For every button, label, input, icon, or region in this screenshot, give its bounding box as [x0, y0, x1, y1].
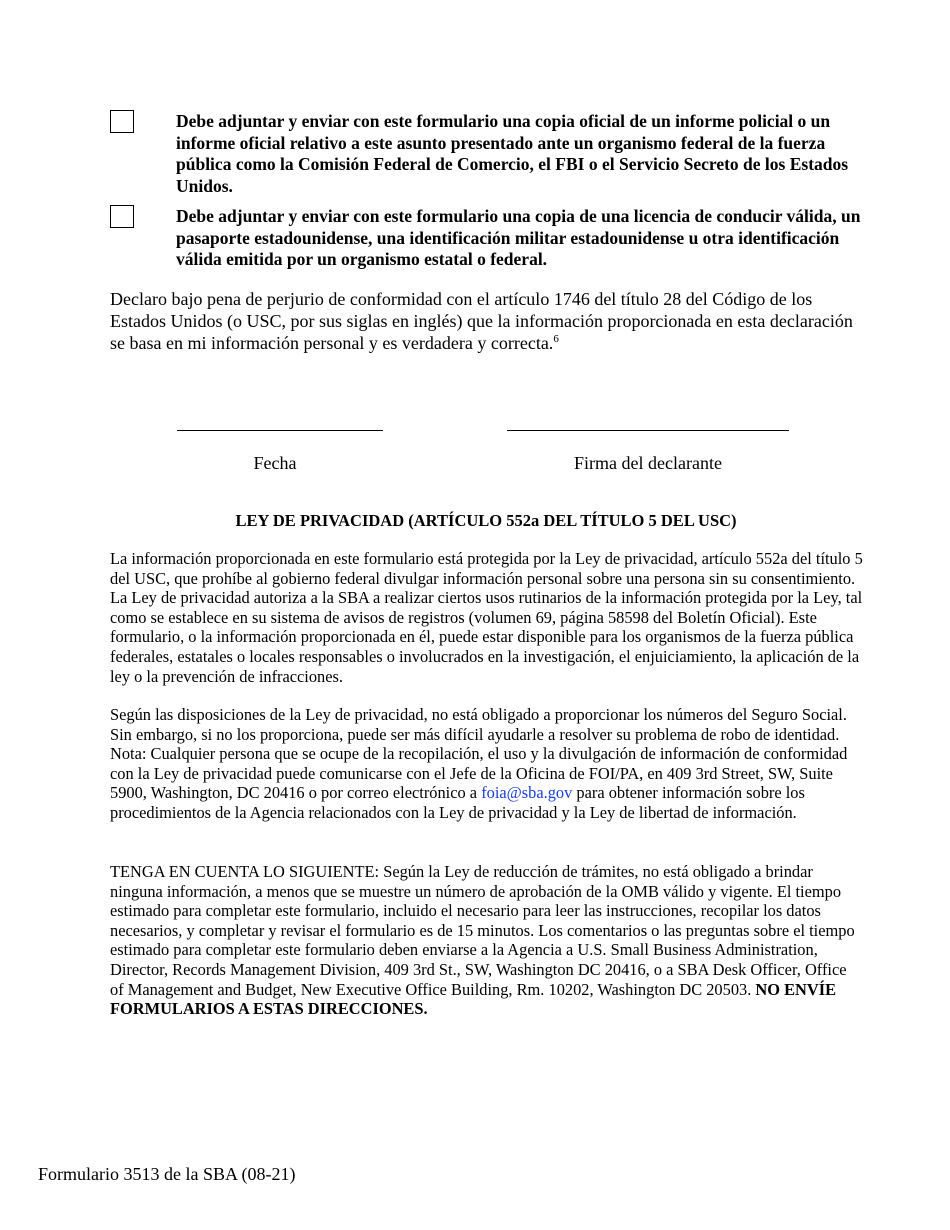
privacy-paragraph-1: La información proporcionada en este formulario está protegida por la Ley de privacidad, artículo 552a del título 5 del USC, que prohíbe al gobierno federal divulgar información personal sobre una persona sin su consentimiento. La Ley de privacidad autoriza a la SBA a realizar ciertos usos rutinarios de la información protegida por la Ley, tal como se establece en su sistema de avisos de registros (volumen 69, página 58598 del Boletín Oficial). Este formulario, o la información proporcionada en él, puede estar disponible para los organismos de la fuerza pública federales, estatales o locales responsables o involucrados en la investigación, el enjuiciamiento, la aplicación de la ley o la prevención de infracciones.	[110, 549, 863, 686]
privacy-paragraph-2	[110, 705, 864, 823]
paperwork-notice-paragraph	[110, 862, 864, 1019]
privacy-act-heading: LEY DE PRIVACIDAD (ARTÍCULO 552a DEL TÍTULO 5 DEL USC)	[235, 511, 737, 530]
signature-field-line[interactable]	[507, 430, 789, 431]
privacy-paragraph-2-after: para obtener información sobre los procedimientos de la Agencia relacionados con la Ley de privacidad y la Ley de libertad de información.	[110, 783, 805, 822]
perjury-declaration	[110, 288, 855, 354]
paperwork-notice-text: TENGA EN CUENTA LO SIGUIENTE: Según la Ley de reducción de trámites, no está obligado a brindar ninguna información, a menos que se muestre un número de aprobación de la OMB válido y vigente. El tiempo estimado para completar este formulario, incluido el necesario para leer las instrucciones, recopilar los datos necesarios, y completar y revisar el formulario es de 15 minutos. Los comentarios o las preguntas sobre el tiempo estimado para completar este formulario deben enviarse a la Agencia a U.S. Small Business Administration, Director, Records Management Division, 409 3rd St., SW, Washington DC 20416, o a SBA Desk Officer, Office of Management and Budget, New Executive Office Building, Rm. 10202, Washington DC 20503.	[110, 862, 855, 999]
police-report-checkbox[interactable]	[110, 110, 134, 133]
identification-checkbox[interactable]	[110, 205, 134, 228]
police-report-text: Debe adjuntar y enviar con este formulario una copia oficial de un informe policial o un informe oficial relativo a este asunto presentado ante un organismo federal de la fuerza pública como la Comisión Federal de Comercio, el FBI o el Servicio Secreto de los Estados Unidos.	[176, 111, 849, 196]
declaration-text: Declaro bajo pena de perjurio de conformidad con el artículo 1746 del título 28 del Código de los Estados Unidos (o USC, por sus siglas en inglés) que la información proporcionada en esta declaración se basa en mi información personal y es verdadera y correcta.	[110, 289, 853, 353]
form-identifier-footer: Formulario 3513 de la SBA (08-21)	[38, 1164, 296, 1184]
date-label: Fecha	[253, 453, 297, 473]
signature-label: Firma del declarante	[574, 453, 722, 473]
identification-text: Debe adjuntar y enviar con este formulario una copia de una licencia de conducir válida, un pasaporte estadounidense, una identificación militar estadounidense u otra identificación válida emitida por un organismo estatal o federal.	[176, 206, 861, 269]
footnote-marker: 6	[553, 333, 559, 345]
privacy-paragraph-2-before: Según las disposiciones de la Ley de privacidad, no está obligado a proporcionar los números del Seguro Social. Sin embargo, si no los proporciona, puede ser más difícil ayudarle a resolver su problema de robo de identidad. Nota: Cualquier persona que se ocupe de la recopilación, el uso y la divulgación de información de conformidad con la Ley de privacidad puede comunicarse con el Jefe de la Oficina de FOI/PA, en 409 3rd Street, SW, Suite 5900, Washington, DC 20416 o por correo electrónico a	[110, 705, 848, 803]
do-not-send-notice: NO ENVÍE FORMULARIOS A ESTAS DIRECCIONES.	[110, 979, 837, 1019]
date-field-line[interactable]	[177, 430, 383, 431]
foia-email-link[interactable]: foia@sba.gov	[481, 783, 573, 803]
